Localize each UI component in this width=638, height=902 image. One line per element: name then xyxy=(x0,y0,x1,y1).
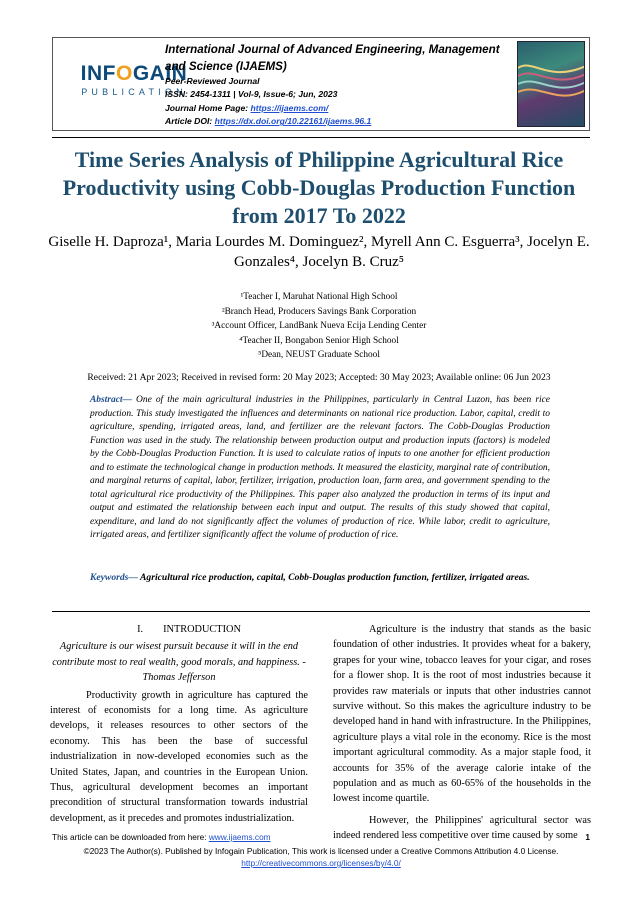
keywords-text: Agricultural rice production, capital, Cobb-Douglas production function, fertilizer, irrigated areas. xyxy=(137,572,530,583)
homepage-link[interactable]: https://ijaems.com/ xyxy=(250,102,329,113)
cover-wave-graphic xyxy=(518,58,585,108)
epigraph-quote: Agriculture is our wisest pursuit because it will in the end contribute most to real wealth, good morals, and happiness. - Thomas Jefferson xyxy=(52,641,306,684)
publisher-sub: PUBLICATION xyxy=(81,87,187,97)
abstract-divider xyxy=(52,611,590,612)
download-line: This article can be downloaded from here: www.ijaems.com xyxy=(52,832,271,842)
affiliation-2: ²Branch Head, Producers Savings Bank Corporation xyxy=(221,306,417,317)
doi-line: Article DOI: https://dx.doi.org/10.22161/ijaems.96.1 xyxy=(165,116,372,127)
journal-info xyxy=(165,41,515,129)
section-heading xyxy=(50,622,308,637)
affiliations xyxy=(40,290,598,363)
affiliation-3: ³Account Officer, LandBank Nueva Ecija Lending Center xyxy=(211,321,427,332)
journal-title: International Journal of Advanced Engineering, Management and Science (IJAEMS) xyxy=(165,43,500,73)
download-link[interactable]: www.ijaems.com xyxy=(208,832,271,842)
publisher-brand: INFOGAIN xyxy=(80,62,188,85)
section-title: INTRODUCTION xyxy=(163,624,241,635)
affiliation-5: ⁵Dean, NEUST Graduate School xyxy=(258,350,380,361)
paragraph: However, the Philippines' agricultural sector was indeed rendered less competitive over time caused by some xyxy=(333,814,591,842)
abstract-text: One of the main agricultural industries in the Philippines, particularly in Central Luzon, has been rice production. This study investigated the influences and determinants on national rice production. Labor, capital, credit to agriculture, spending, irrigated areas, land, and fertilizer are the relevant factors. The Cobb-Douglas Production Function was used in the study. The relationship between production output and production inputs (factors) is modeled by the Cobb-Douglas Production Function. It is used to calculate ratios of inputs to one another for efficient production and to estimate the technological change in production methods. It measured the elasticity, marginal rate of contribution, and marginal returns of capital, labor, fertilizer, irrigation, production loan, farm area, and government spending to the total agricultural rice productivity of the Philippines. This paper also analyzed the production in terms of its input and output and estimated the relationship between each input and output. The results of this study showed that capital, expenditure, and land do not significantly affect the volumes of production of rice. While labor, credit to agriculture, irrigated areas, and fertilizer significantly affect the volume of production of rice. xyxy=(90,395,550,541)
keywords xyxy=(90,571,550,585)
doi-link[interactable]: https://dx.doi.org/10.22161/ijaems.96.1 xyxy=(214,116,372,127)
license-text: ©2023 The Author(s). Published by Infogain Publication, This work is licensed under a Creative Commons Attribution 4.0 License. xyxy=(83,846,559,856)
license-link[interactable]: http://creativecommons.org/licenses/by/4.0/ xyxy=(241,858,401,868)
paper-title: Time Series Analysis of Philippine Agricultural Rice Productivity using Cobb-Douglas Production Function from 2017 To 2022 xyxy=(62,147,576,228)
header-divider xyxy=(52,137,590,138)
paragraph: Productivity growth in agriculture has captured the interest of economists for a long time. As agriculture develops, it releases resources to other sectors of the economy. This has been the base of successful industrialization in now-developed economies such as the United States, Japan, and countries in the European Union. Thus, agricultural development becomes an important precondition of structural transformation towards industrial development, as it precedes and promotes industrialization. xyxy=(50,689,308,824)
page-number: 1 xyxy=(585,832,590,842)
keywords-label: Keywords— xyxy=(90,572,138,583)
abstract-label: Abstract— xyxy=(90,395,132,405)
right-column xyxy=(333,622,591,850)
peer-reviewed: Peer-Reviewed Journal xyxy=(165,76,260,86)
paragraph: Agriculture is the industry that stands as the basic foundation of other industries. It provides wheat for a bakery, grapes for your wine, tobacco leaves for your cigar, and roses for a flower shop. It is the root of most industries because it provides raw materials or inputs that other industries cannot survive without. So this makes the agriculture industry to be developed hand in hand with infrastructure. In the Philippines, agriculture plays a vital role in the economy. Rice is the most important agricultural commodity. As a major staple food, it accounts for 35% of the average calorie intake of the population and as much as 60-65% of the households in the lowest income quartile. xyxy=(333,624,591,805)
journal-header xyxy=(52,37,590,131)
issn-line: ISSN: 2454-1311 | Vol-9, Issue-6; Jun, 2023 xyxy=(165,89,338,100)
license-block xyxy=(52,845,590,869)
page-footer xyxy=(52,832,590,869)
footer-row xyxy=(52,832,590,842)
left-column xyxy=(50,622,308,832)
journal-cover-image xyxy=(517,41,585,127)
abstract xyxy=(90,394,550,543)
affiliation-1: ¹Teacher I, Maruhat National High School xyxy=(240,292,398,302)
section-number: I. xyxy=(137,624,144,635)
homepage-line: Journal Home Page: https://ijaems.com/ xyxy=(165,102,329,113)
affiliation-4: ⁴Teacher II, Bongabon Senior High School xyxy=(239,335,399,346)
received-dates: Received: 21 Apr 2023; Received in revised form: 20 May 2023; Accepted: 30 May 2023; Available online: 06 Jun 2023 xyxy=(87,372,551,383)
paper-authors: Giselle H. Daproza¹, Maria Lourdes M. Dominguez², Myrell Ann C. Esguerra³, Jocelyn E. Gonzales⁴, Jocelyn B. Cruz⁵ xyxy=(48,234,590,270)
